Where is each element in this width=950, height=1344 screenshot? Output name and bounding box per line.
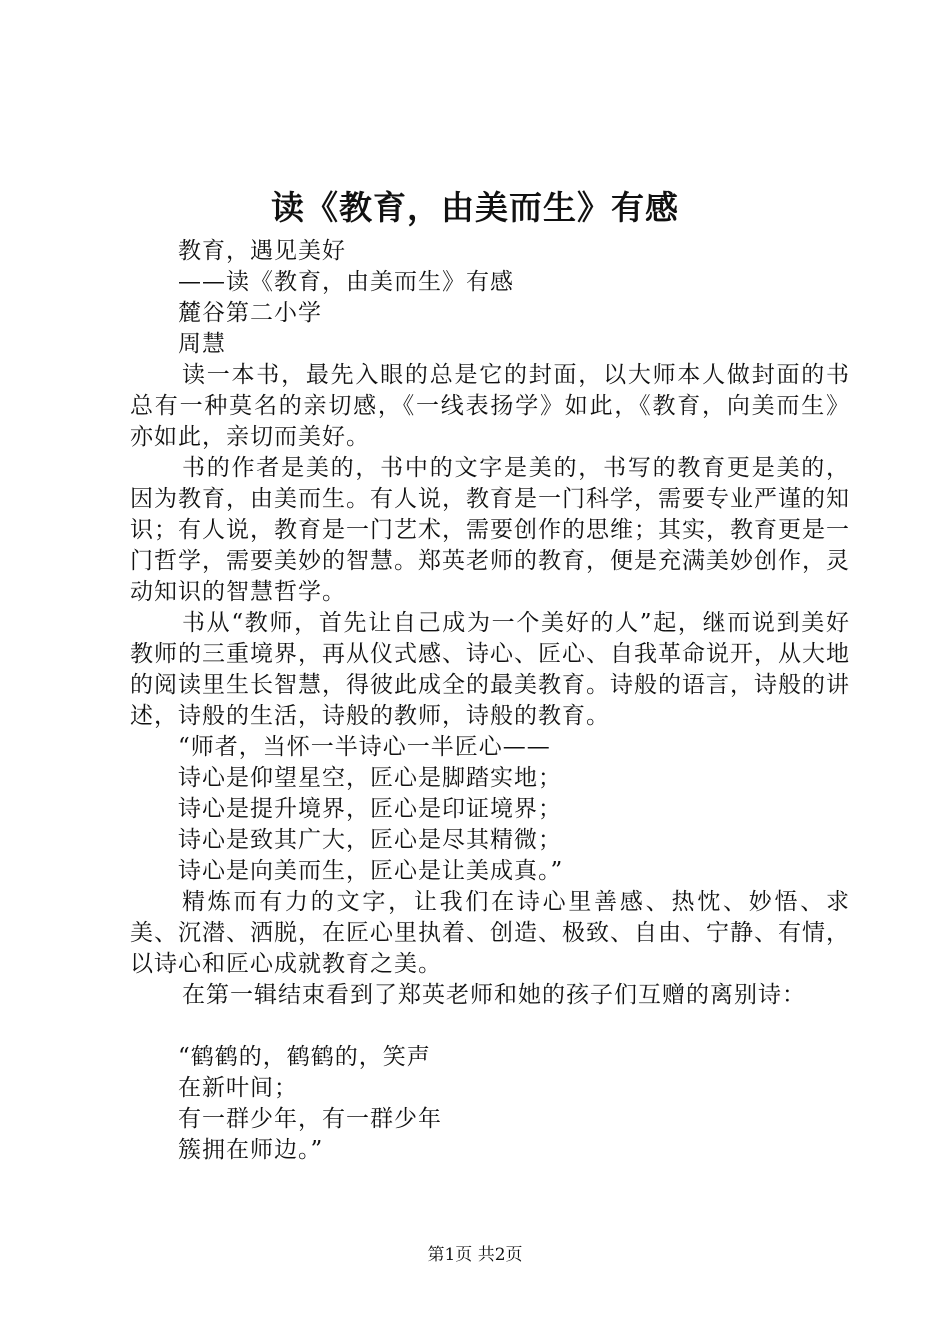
school-line: 麓谷第二小学 [178, 300, 322, 326]
author-line: 周慧 [178, 331, 226, 357]
paragraph: 精炼而有力的文字，让我们在诗心里善感、热忱、妙悟、求美、沉潜、洒脱，在匠心里执着、创造、极致、自由、宁静、有情，以诗心和匠心成就教育之美。 [130, 889, 850, 977]
poem-line: 簇拥在师边。” [178, 1137, 324, 1163]
poem-line: “鹤鹤的，鹤鹤的，笑声 [178, 1044, 431, 1070]
paragraph: 书从“教师，首先让自己成为一个美好的人”起，继而说到美好教师的三重境界，再从仪式感、诗心、匠心、自我革命说开，从大地的阅读里生长智慧，得彼此成全的最美教育。诗般的语言，诗般的讲述，诗般的生活，诗般的教师，诗般的教育。 [130, 610, 850, 729]
poem-line: 在新叶间； [178, 1075, 298, 1101]
paragraph: 书的作者是美的，书中的文字是美的，书写的教育更是美的，因为教育，由美而生。有人说，教育是一门科学，需要专业严谨的知识；有人说，教育是一门艺术，需要创作的思维；其实，教育更是一门哲学，需要美妙的智慧。郑英老师的教育，便是充满美妙创作，灵动知识的智慧哲学。 [130, 455, 850, 605]
paragraph: 读一本书，最先入眼的总是它的封面，以大师本人做封面的书总有一种莫名的亲切感，《一线表扬学》如此，《教育，向美而生》亦如此，亲切而美好。 [130, 362, 850, 450]
quote-line: “师者，当怀一半诗心一半匠心—— [178, 734, 551, 760]
quote-line: 诗心是提升境界，匠心是印证境界； [178, 796, 562, 822]
subtitle-line: 教育，遇见美好 [178, 238, 346, 264]
page-footer: 第1页 共2页 [427, 1245, 523, 1265]
blank-line [130, 1011, 850, 1042]
document-title: 读《教育，由美而生》有感 [271, 188, 679, 227]
paragraph: 在第一辑结束看到了郑英老师和她的孩子们互赠的离别诗： [182, 982, 806, 1008]
subtitle-line: ——读《教育，由美而生》有感 [178, 269, 514, 295]
poem-line: 有一群少年，有一群少年 [178, 1106, 442, 1132]
quote-line: 诗心是致其广大，匠心是尽其精微； [178, 827, 562, 853]
quote-line: 诗心是仰望星空，匠心是脚踏实地； [178, 765, 562, 791]
quote-line: 诗心是向美而生，匠心是让美成真。” [178, 858, 564, 884]
document-body [130, 236, 850, 1166]
